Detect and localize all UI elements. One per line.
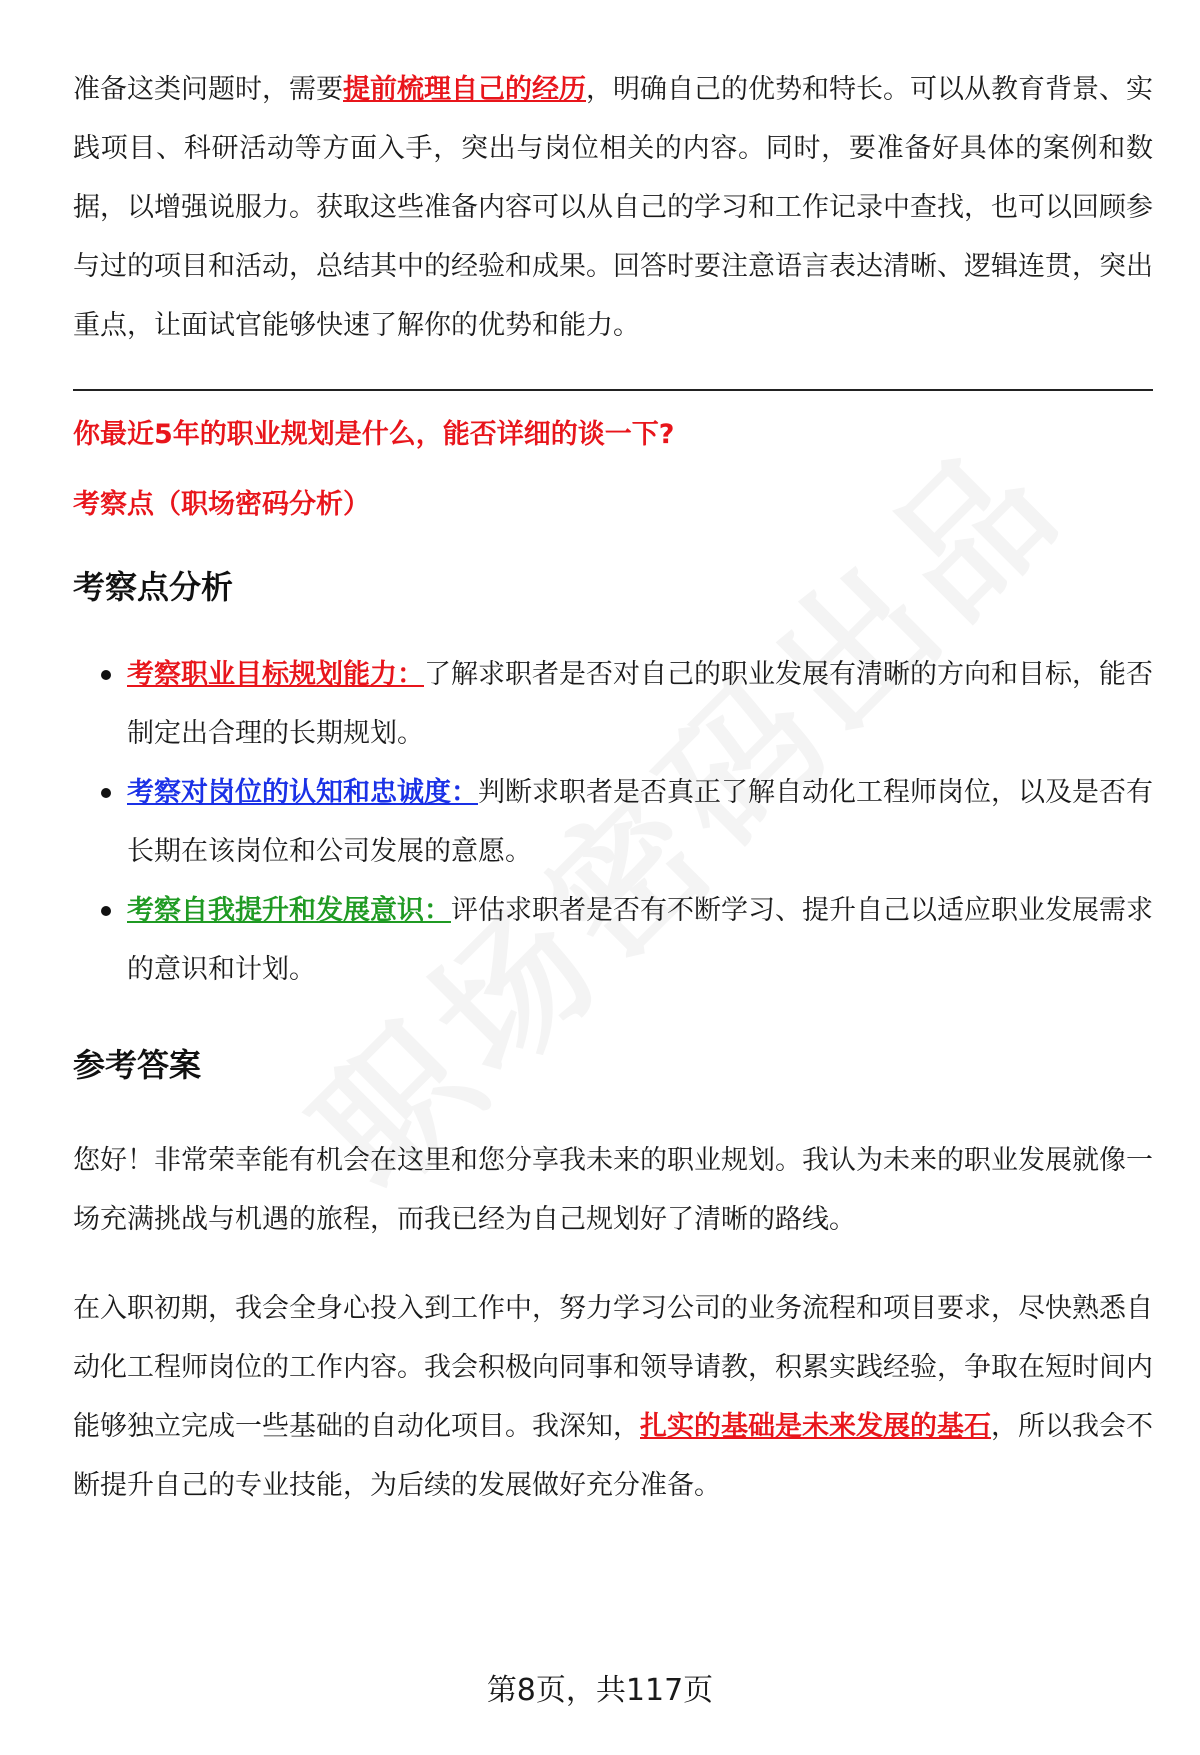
bullet-dot bbox=[101, 670, 111, 680]
analysis-list bbox=[73, 645, 1153, 999]
bullet-dot bbox=[101, 788, 111, 798]
analysis-heading: 考察点分析 bbox=[73, 568, 234, 606]
analysis-item-key: 考察自我提升和发展意识： bbox=[127, 895, 451, 926]
bullet-dot bbox=[101, 906, 111, 916]
intro-paragraph bbox=[73, 60, 1153, 355]
intro-text-pre: 准备这类问题时，需要 bbox=[73, 74, 343, 105]
page-content bbox=[73, 60, 1153, 1515]
section-divider bbox=[73, 389, 1153, 391]
list-item bbox=[73, 645, 1153, 763]
analysis-subhead: 考察点（职场密码分析） bbox=[73, 489, 370, 520]
answer-paragraph-1: 您好！非常荣幸能有机会在这里和您分享我未来的职业规划。我认为未来的职业发展就像一场充满挑战与机遇的旅程，而我已经为自己规划好了清晰的路线。 bbox=[73, 1145, 1153, 1235]
analysis-item-text: 判断求职者是否真正了解自动化工程师岗位，以及是否有长期在该岗位和公司发展的意愿。 bbox=[127, 777, 1153, 867]
answer-text-post: ，所以我会不断提升自己的专业技能，为后续的发展做好充分准备。 bbox=[73, 1411, 1153, 1501]
answer-paragraph-2 bbox=[73, 1279, 1153, 1515]
analysis-item-text: 评估求职者是否有不断学习、提升自己以适应职业发展需求的意识和计划。 bbox=[127, 895, 1153, 985]
analysis-item-key: 考察职业目标规划能力： bbox=[127, 659, 424, 690]
question-title: 你最近5年的职业规划是什么，能否详细的谈一下? bbox=[73, 419, 675, 450]
page-number-footer: 第8页，共117页 bbox=[486, 1673, 714, 1708]
answer-text-pre: 在入职初期，我会全身心投入到工作中，努力学习公司的业务流程和项目要求，尽快熟悉自动化工程师岗位的工作内容。我会积极向同事和领导请教，积累实践经验，争取在短时间内能够独立完成一些基础的自动化项目。我深知， bbox=[73, 1293, 1153, 1442]
list-item bbox=[73, 763, 1153, 881]
answer-heading: 参考答案 bbox=[73, 1046, 202, 1084]
analysis-item-key: 考察对岗位的认知和忠诚度： bbox=[127, 777, 478, 808]
answer-highlight: 扎实的基础是未来发展的基石 bbox=[640, 1411, 991, 1442]
intro-highlight: 提前梳理自己的经历 bbox=[343, 74, 586, 105]
intro-text-post: ，明确自己的优势和特长。可以从教育背景、实践项目、科研活动等方面入手，突出与岗位相关的内容。同时，要准备好具体的案例和数据，以增强说服力。获取这些准备内容可以从自己的学习和工作记录中查找，也可以回顾参与过的项目和活动，总结其中的经验和成果。回答时要注意语言表达清晰、逻辑连贯，突出重点，让面试官能够快速了解你的优势和能力。 bbox=[73, 74, 1153, 341]
list-item bbox=[73, 881, 1153, 999]
analysis-item-text: 了解求职者是否对自己的职业发展有清晰的方向和目标，能否制定出合理的长期规划。 bbox=[127, 659, 1153, 749]
